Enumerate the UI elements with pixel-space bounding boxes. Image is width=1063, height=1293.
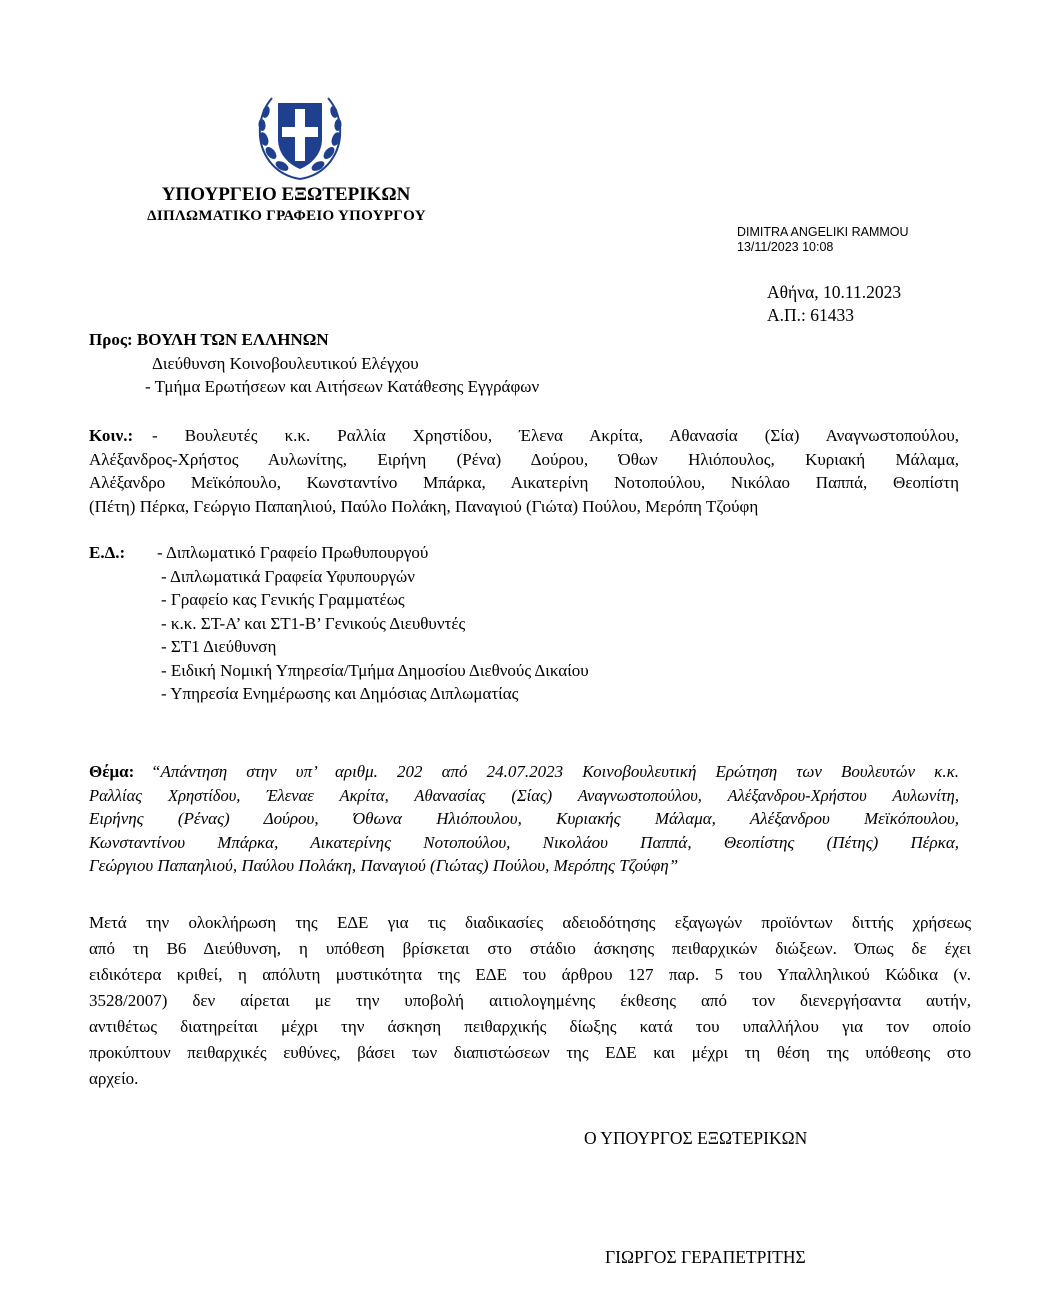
subject-line: “Απάντηση στην υπ’ αριθμ. 202 από 24.07.2023 Κοινοβουλευτική Ερώτηση των Βουλευτών κ.κ. [151,762,959,781]
koin-label: Κοιν.: [89,426,134,445]
minister-title: Ο ΥΠΟΥΡΓΟΣ ΕΞΩΤΕΡΙΚΩΝ [584,1128,808,1148]
koin-line-4: (Πέτη) Πέρκα, Γεώργιο Παπαηλιού, Παύλο Πολάκη, Παναγιού (Γιώτα) Πούλου, Μερόπη Τζούφη [89,496,759,516]
body-line: 3528/2007) δεν αίρεται με την υποβολή αιτιολογημένης έκθεσης από τον διενεργήσαντα αυτήν, [89,991,971,1010]
signatory-name: ΓΙΩΡΓΟΣ ΓΕΡΑΠΕΤΡΙΤΗΣ [605,1247,806,1267]
signature-stamp [737,225,909,255]
body-line: Μετά την ολοκλήρωση της ΕΔΕ για τις διαδικασίες αδειοδότησης εξαγωγών προϊόντων διττής χρήσεως [89,913,971,932]
ed-item: - Διπλωματικό Γραφείο Πρωθυπουργού [157,543,429,562]
recipient-block [89,328,539,399]
body-paragraph [89,910,971,1092]
subject-line: Γεώργιου Παπαηλιού, Παύλου Πολάκη, Παναγιού (Γιώτας) Πούλου, Μερόπης Τζούφη” [89,856,679,875]
recipient-directorate: Διεύθυνση Κοινοβουλευτικού Ελέγχου [152,353,419,373]
koin-line-3: Αλέξανδρο Μεϊκόπουλο, Κωνσταντίνο Μπάρκα, Αικατερίνη Νοτοπούλου, Νικόλαο Παππά, Θεοπίστη [89,473,959,492]
protocol-number: Α.Π.: 61433 [767,305,855,325]
body-line: αρχείο. [89,1069,139,1088]
body-line: αντιθέτως διατηρείται μέχρι την άσκηση πειθαρχικής δίωξης κατά του υπαλλήλου για τον οποίο [89,1017,971,1036]
office-name: ΔΙΠΛΩΜΑΤΙΚΟ ΓΡΑΦΕΙΟ ΥΠΟΥΡΓΟΥ [147,208,426,224]
subject-label: Θέμα: [89,762,135,781]
ed-label: Ε.Δ.: [89,543,126,562]
ed-item: - Ειδική Νομική Υπηρεσία/Τμήμα Δημοσίου Διεθνούς Δικαίου [161,660,589,680]
subject-line: Κωνσταντίνου Μπάρκα, Αικατερίνης Νοτοπούλου, Νικολάου Παππά, Θεοπίστης (Πέτης) Πέρκα, [89,832,959,852]
koin-line-2: Αλέξανδρος-Χρήστος Αυλωνίτης, Ειρήνη (Ρένα) Δούρου, Όθων Ηλιόπουλος, Κυριακή Μάλαμα, [89,449,959,469]
subject-line: Ραλλίας Χρηστίδου, Έλεναε Ακρίτα, Αθανασίας (Σίας) Αναγνωστοπούλου, Αλέξανδρου-Χρήστου Αυλωνίτη, [89,785,959,805]
ed-item: - Γραφείο κας Γενικής Γραμματέως [161,590,405,609]
body-line: από τη Β6 Διεύθυνση, η υπόθεση βρίσκεται στο στάδιο άσκησης πειθαρχικών διώξεων. Όπως δε έχει [89,939,971,958]
date-block [767,281,901,327]
body-line: προκύπτουν πειθαρχικές ευθύνες, βάσει των διαπιστώσεων της ΕΔΕ και μέχρι τη θέση της υπόθεσης στο [89,1043,971,1062]
body-line: ειδικότερα κριθεί, η απόλυτη μυστικότητα της ΕΔΕ του άρθρου 127 παρ. 5 του Υπαλληλικού Κώδικα (ν. [89,965,971,984]
ed-item: - Υπηρεσία Ενημέρωσης και Δημόσιας Διπλωματίας [161,684,519,703]
subject-line: Ειρήνης (Ρένας) Δούρου, Όθωνα Ηλιόπουλου, Κυριακής Μάλαμα, Αλέξανδρου Μεϊκόπουλου, [89,809,959,828]
stamp-datetime: 13/11/2023 10:08 [737,240,834,254]
ministry-name: ΥΠΟΥΡΓΕΙΟ ΕΞΩΤΕΡΙΚΩΝ [161,184,411,205]
greek-coat-of-arms-icon [252,87,348,183]
ed-item: - κ.κ. ΣΤ-Α’ και ΣΤ1-Β’ Γενικούς Διευθυντές [161,613,466,633]
recipient-name: ΒΟΥΛΗ ΤΩΝ ΕΛΛΗΝΩΝ [136,330,329,349]
stamp-name: DIMITRA ANGELIKI RAMMOU [737,225,909,239]
ed-item: - ΣΤ1 Διεύθυνση [161,637,277,656]
recipient-section: - Τμήμα Ερωτήσεων και Αιτήσεων Κατάθεσης Εγγράφων [145,377,540,396]
recipient-label: Προς: [89,330,133,349]
document-date: Αθήνα, 10.11.2023 [767,282,902,302]
koin-line-1: - Βουλευτές κ.κ. Ραλλία Χρηστίδου, Έλενα Ακρίτα, Αθανασία (Σία) Αναγνωστοπούλου, [152,426,959,445]
ed-item: - Διπλωματικά Γραφεία Υφυπουργών [161,566,415,586]
